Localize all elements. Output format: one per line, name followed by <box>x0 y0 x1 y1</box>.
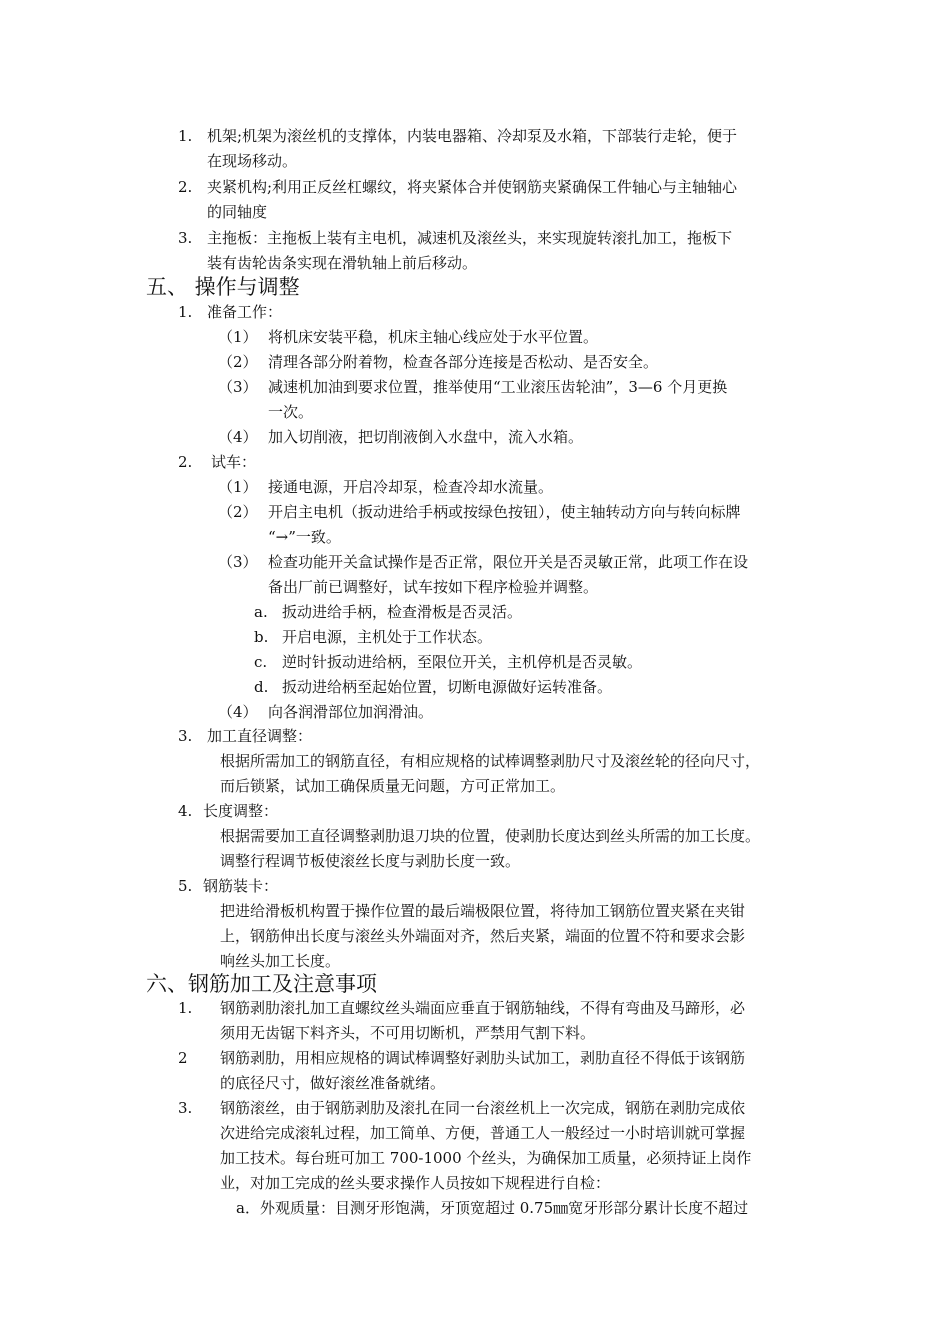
subitem-letter: a. <box>254 603 268 621</box>
subsection-label: 试车： <box>211 453 257 471</box>
paragraph-line: 减速机加油到要求位置，推举使用“工业滚压齿轮油”，3—6 个月更换 <box>268 378 728 396</box>
subitem-letter: b. <box>254 628 269 646</box>
paragraph-line: 向各润滑部位加润滑油。 <box>268 703 434 721</box>
list-number: 5. <box>178 877 193 895</box>
paragraph-line: 加工技术。每台班可加工 700-1000 个丝头，为确保加工质量，必须持证上岗作 <box>220 1149 752 1167</box>
list-number: 3. <box>178 727 193 745</box>
subitem-letter: d. <box>254 678 269 696</box>
item-number: （1） <box>218 478 258 496</box>
list-number: 1. <box>178 999 193 1017</box>
subsection-label: 长度调整： <box>203 802 279 820</box>
list-number: 1. <box>178 303 193 321</box>
paragraph-line: 响丝头加工长度。 <box>220 952 341 970</box>
list-number: 4. <box>178 802 193 820</box>
subsection-label: 准备工作： <box>207 303 283 321</box>
paragraph-line: 的同轴度 <box>207 203 268 221</box>
section-heading: 五、 操作与调整 <box>146 275 300 299</box>
item-number: （4） <box>218 703 258 721</box>
paragraph-line: 备出厂前已调整好，试车按如下程序检验并调整。 <box>268 578 599 596</box>
paragraph-line: 开启主电机（扳动进给手柄或按绿色按钮），使主轴转动方向与转向标牌 <box>268 503 741 521</box>
section-heading: 六、钢筋加工及注意事项 <box>146 972 377 996</box>
item-number: （1） <box>218 328 258 346</box>
paragraph-line: 加入切削液，把切削液倒入水盘中，流入水箱。 <box>268 428 584 446</box>
paragraph-line: 接通电源，开启冷却泵，检查冷却水流量。 <box>268 478 554 496</box>
item-number: （4） <box>218 428 258 446</box>
paragraph-line: 须用无齿锯下料齐头，不可用切断机，严禁用气割下料。 <box>220 1024 596 1042</box>
list-number: 1. <box>178 127 193 145</box>
list-number: 2 <box>178 1049 188 1067</box>
item-number: （3） <box>218 553 258 571</box>
paragraph-line: 钢筋剥肋，用相应规格的调试棒调整好剥肋头试加工，剥肋直径不得低于该钢筋 <box>220 1049 746 1067</box>
paragraph-line: 清理各部分附着物，检查各部分连接是否松动、是否安全。 <box>268 353 659 371</box>
subitem-text: 扳动进给柄至起始位置，切断电源做好运转准备。 <box>282 678 613 696</box>
subitem-letter: c. <box>254 653 268 671</box>
list-number: 3. <box>178 1099 193 1117</box>
paragraph-line: 而后锁紧，试加工确保质量无问题，方可正常加工。 <box>220 777 566 795</box>
subsection-label: 加工直径调整： <box>207 727 313 745</box>
paragraph-line: 钢筋剥肋滚扎加工直螺纹丝头端面应垂直于钢筋轴线，不得有弯曲及马蹄形，必 <box>220 999 746 1017</box>
list-number: 2. <box>178 453 193 471</box>
paragraph-line: 检查功能开关盒试操作是否正常，限位开关是否灵敏正常，此项工作在设 <box>268 553 749 571</box>
subitem-text: 扳动进给手柄，检查滑板是否灵活。 <box>282 603 523 621</box>
paragraph-line: 次进给完成滚轧过程，加工简单、方便，普通工人一般经过一小时培训就可掌握 <box>220 1124 746 1142</box>
list-number: 2. <box>178 178 193 196</box>
paragraph-line: 业，对加工完成的丝头要求操作人员按如下规程进行自检： <box>220 1174 611 1192</box>
item-number: （2） <box>218 503 258 521</box>
subitem-text: 开启电源，主机处于工作状态。 <box>282 628 493 646</box>
paragraph-line: 把进给滑板机构置于操作位置的最后端极限位置，将待加工钢筋位置夹紧在夹钳 <box>220 902 746 920</box>
subitem-text: 逆时针扳动进给柄，至限位开关，主机停机是否灵敏。 <box>282 653 643 671</box>
paragraph-line: 根据所需加工的钢筋直径，有相应规格的试棒调整剥肋尺寸及滚丝轮的径向尺寸， <box>220 752 761 770</box>
paragraph-line: 主拖板：主拖板上装有主电机，减速机及滚丝头，来实现旋转滚扎加工，拖板下 <box>207 229 733 247</box>
paragraph-line: 的底径尺寸，做好滚丝准备就绪。 <box>220 1074 446 1092</box>
paragraph-line: 将机床安装平稳，机床主轴心线应处于水平位置。 <box>268 328 599 346</box>
item-number: （3） <box>218 378 258 396</box>
paragraph-line: “→”一致。 <box>268 528 341 546</box>
subsection-label: 钢筋装卡： <box>203 877 279 895</box>
paragraph-line: a．外观质量：目测牙形饱满，牙顶宽超过 0.75㎜宽牙形部分累计长度不超过 <box>236 1199 749 1217</box>
paragraph-line: 钢筋滚丝，由于钢筋剥肋及滚扎在同一台滚丝机上一次完成，钢筋在剥肋完成依 <box>220 1099 746 1117</box>
paragraph-line: 装有齿轮齿条实现在滑轨轴上前后移动。 <box>207 254 478 272</box>
paragraph-line: 根据需要加工直径调整剥肋退刀块的位置，使剥肋长度达到丝头所需的加工长度。 <box>220 827 761 845</box>
item-number: （2） <box>218 353 258 371</box>
paragraph-line: 机架;机架为滚丝机的支撑体，内装电器箱、冷却泵及水箱，下部装行走轮，便于 <box>207 127 738 145</box>
paragraph-line: 一次。 <box>268 403 314 421</box>
list-number: 3. <box>178 229 193 247</box>
paragraph-line: 调整行程调节板使滚丝长度与剥肋长度一致。 <box>220 852 521 870</box>
paragraph-line: 在现场移动。 <box>207 152 298 170</box>
paragraph-line: 夹紧机构;利用正反丝杠螺纹，将夹紧体合并使钢筋夹紧确保工件轴心与主轴轴心 <box>207 178 738 196</box>
paragraph-line: 上，钢筋伸出长度与滚丝头外端面对齐，然后夹紧，端面的位置不符和要求会影 <box>220 927 746 945</box>
